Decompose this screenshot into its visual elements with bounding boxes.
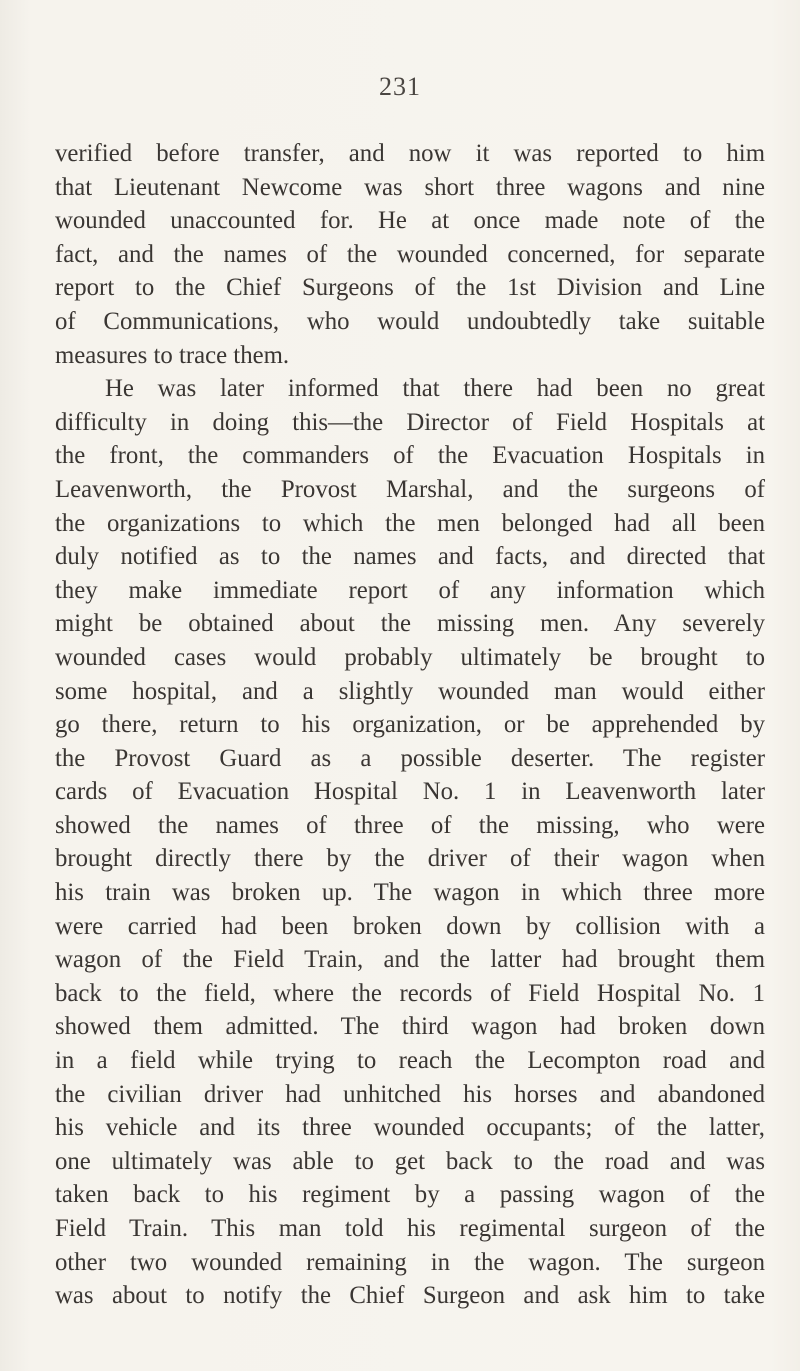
text-line: the civilian driver had unhitched his horses and abandoned xyxy=(55,1080,765,1108)
text-line: they make immediate report of any information which xyxy=(55,576,765,604)
text-line: might be obtained about the missing men. Any severely xyxy=(55,610,765,638)
text-line: wagon of the Field Train, and the latter had brought them xyxy=(55,946,765,974)
text-line: wounded cases would probably ultimately be brought to xyxy=(55,643,765,671)
text-line: some hospital, and a slightly wounded man would either xyxy=(55,677,765,705)
text-line: He was later informed that there had been no great xyxy=(105,375,765,403)
text-line: other two wounded remaining in the wagon. The surgeon xyxy=(55,1248,765,1276)
text-line: wounded unaccounted for. He at once made note of the xyxy=(55,207,765,235)
text-line: fact, and the names of the wounded concerned, for separate xyxy=(55,240,765,268)
text-line: the organizations to which the men belonged had all been xyxy=(55,509,765,537)
text-line: the front, the commanders of the Evacuation Hospitals in xyxy=(55,442,765,470)
text-line: in a field while trying to reach the Lecompton road and xyxy=(55,1047,765,1075)
text-line: taken back to his regiment by a passing wagon of the xyxy=(55,1181,765,1209)
text-line: was about to notify the Chief Surgeon and ask him to take xyxy=(55,1282,765,1310)
text-line: duly notified as to the names and facts, and directed that xyxy=(55,543,765,571)
text-line: measures to trace them. xyxy=(55,341,290,369)
text-line: brought directly there by the driver of their wagon when xyxy=(55,845,765,873)
text-line: go there, return to his organization, or be apprehended by xyxy=(55,711,765,739)
text-line: Leavenworth, the Provost Marshal, and the surgeons of xyxy=(55,475,765,503)
body-text xyxy=(55,137,765,1313)
text-line: showed the names of three of the missing, who were xyxy=(55,811,765,839)
paragraph xyxy=(55,137,765,372)
text-line: his vehicle and its three wounded occupants; of the latter, xyxy=(55,1114,765,1142)
text-line: that Lieutenant Newcome was short three wagons and nine xyxy=(55,173,765,201)
text-line: were carried had been broken down by collision with a xyxy=(55,912,765,940)
text-line: Field Train. This man told his regimental surgeon of the xyxy=(55,1215,765,1242)
text-line: cards of Evacuation Hospital No. 1 in Leavenworth later xyxy=(55,778,765,806)
text-line: back to the field, where the records of Field Hospital No. 1 xyxy=(55,979,765,1007)
text-line: one ultimately was able to get back to the road and was xyxy=(55,1147,765,1175)
text-line: showed them admitted. The third wagon had broken down xyxy=(55,1013,765,1041)
page-number: 231 xyxy=(379,72,421,101)
text-line: verified before transfer, and now it was reported to him xyxy=(55,140,765,167)
text-line: of Communications, who would undoubtedly take suitable xyxy=(55,307,765,335)
text-line: the Provost Guard as a possible deserter. The register xyxy=(55,744,765,772)
text-line: his train was broken up. The wagon in which three more xyxy=(55,879,765,907)
text-line: report to the Chief Surgeons of the 1st Division and Line xyxy=(55,274,765,302)
paragraph xyxy=(55,372,765,1313)
text-line: difficulty in doing this—the Director of Field Hospitals at xyxy=(55,408,765,436)
